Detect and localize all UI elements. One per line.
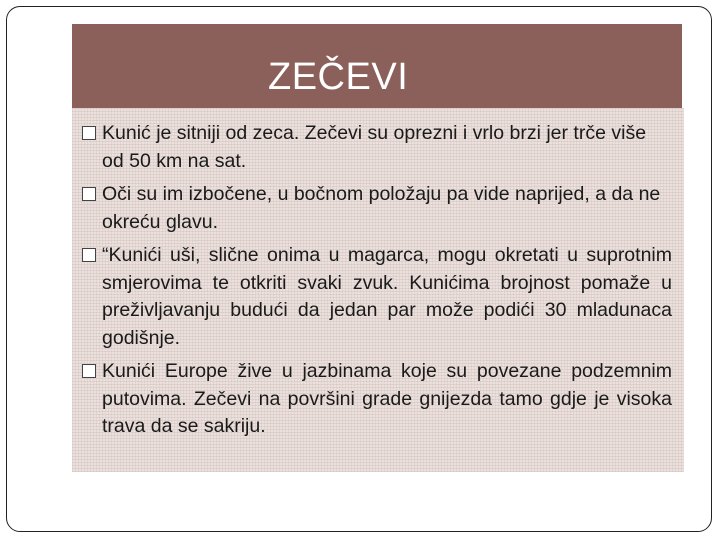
square-bullet-icon: [82, 248, 96, 262]
bullet-text: Oči su im izbočene, u bočnom položaju pa vide naprijed, a da ne okreću glavu.: [102, 183, 661, 233]
bullet-text: “Kunići uši, slične onima u magarca, mogu okretati u suprotnim smjerovima te otkriti svaki zvuk. Kunićima brojnost pomaže u preživljavanju budući da jedan par može podići 30 mladunaca godišnje.: [102, 244, 672, 349]
bullet-item-1: [82, 120, 672, 175]
square-bullet-icon: [82, 126, 96, 140]
bullet-item-3: [82, 242, 672, 352]
slide-title: ZEČEVI: [268, 56, 409, 98]
square-bullet-icon: [82, 187, 96, 201]
bullet-item-2: [82, 181, 672, 236]
bullet-list: [82, 120, 672, 447]
square-bullet-icon: [82, 364, 96, 378]
bullet-item-4: [82, 358, 672, 441]
bullet-text: Kunić je sitniji od zeca. Zečevi su oprezni i vrlo brzi jer trče više od 50 km na sat.: [102, 122, 647, 172]
bullet-text: Kunići Europe žive u jazbinama koje su povezane podzemnim putovima. Zečevi na površini grade gnijezda tamo gdje je visoka trava da se sakriju.: [102, 360, 672, 437]
